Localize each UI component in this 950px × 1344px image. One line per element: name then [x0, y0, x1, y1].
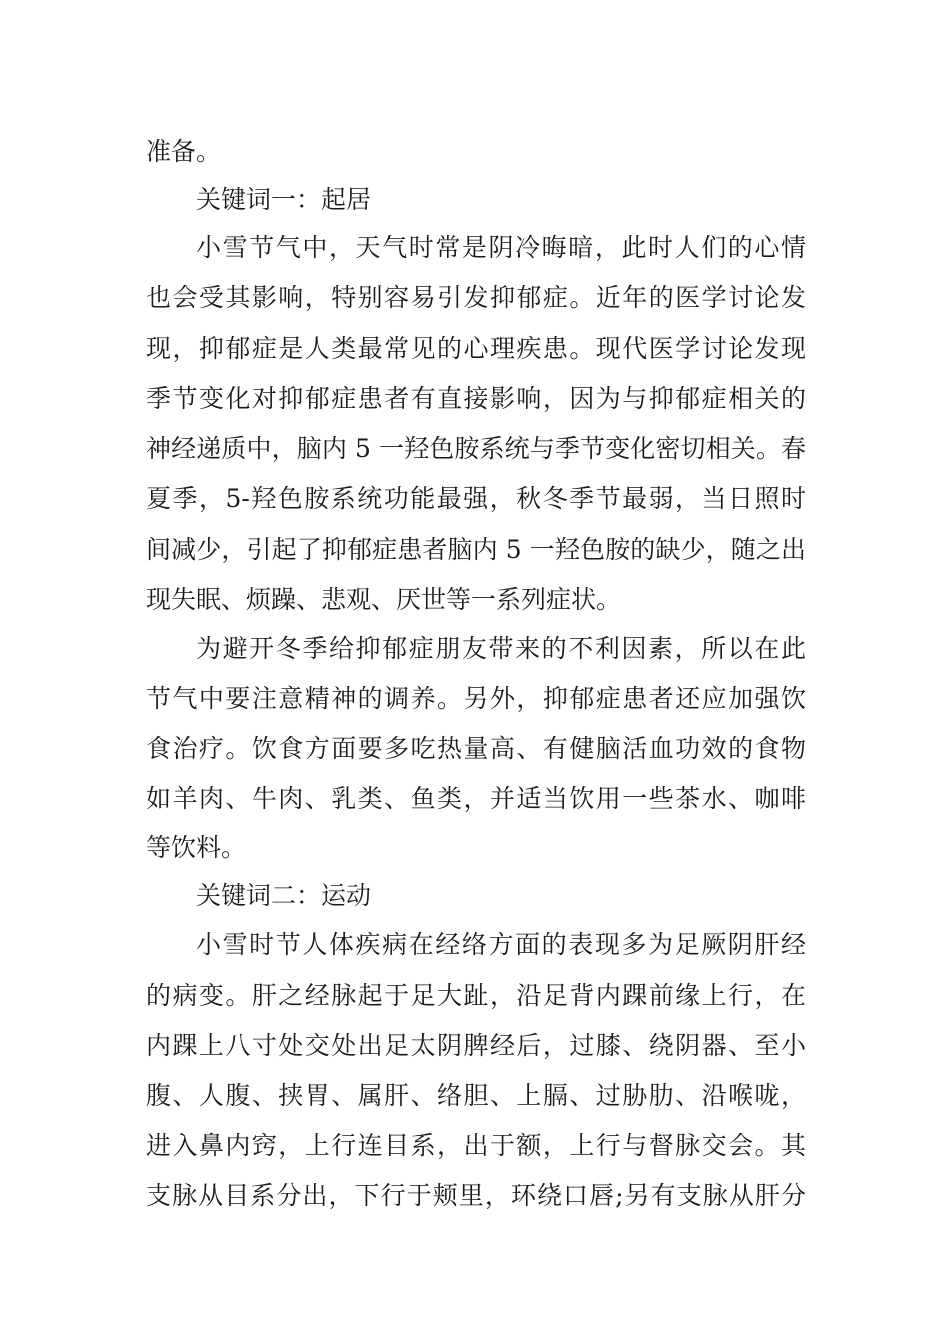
- text-line: 的病变。肝之经脉起于足大趾，沿足背内踝前缘上行，在: [146, 981, 806, 1010]
- text-line: 进入鼻内窍，上行连目系，出于额，上行与督脉交会。其: [146, 1131, 806, 1160]
- text-line: 内踝上八寸处交处出足太阴脾经后，过膝、绕阴器、至小: [146, 1031, 806, 1060]
- section-heading-yundong: 关键词二：运动: [196, 881, 372, 910]
- section-heading-qiju: 关键词一：起居: [196, 185, 372, 214]
- text-line: 为避开冬季给抑郁症朋友带来的不利因素，所以在此: [196, 634, 806, 663]
- text-line: 等饮料。: [146, 833, 247, 862]
- text-line: 小雪时节人体疾病在经络方面的表现多为足厥阴肝经: [196, 930, 806, 959]
- text-line: 季节变化对抑郁症患者有直接影响，因为与抑郁症相关的: [146, 384, 806, 413]
- text-line: 准备。: [146, 137, 222, 166]
- text-line: 如羊肉、牛肉、乳类、鱼类，并适当饮用一些茶水、咖啡: [146, 784, 806, 813]
- text-line: 小雪节气中，天气时常是阴冷晦暗，此时人们的心情: [196, 233, 806, 262]
- text-line: 神经递质中，脑内 5 一羟色胺系统与季节变化密切相关。春: [146, 434, 806, 463]
- text-line: 腹、人腹、挟胃、属肝、络胆、上膈、过胁肋、沿喉咙，: [146, 1081, 806, 1110]
- text-line: 夏季，5-羟色胺系统功能最强，秋冬季节最弱，当日照时: [146, 484, 806, 513]
- text-line: 也会受其影响，特别容易引发抑郁症。近年的医学讨论发: [146, 283, 806, 312]
- text-line: 支脉从目系分出，下行于颊里，环绕口唇;另有支脉从肝分: [146, 1181, 806, 1210]
- text-line: 节气中要注意精神的调养。另外，抑郁症患者还应加强饮: [146, 684, 806, 713]
- text-line: 食治疗。饮食方面要多吃热量高、有健脑活血功效的食物: [146, 734, 806, 763]
- text-line: 间减少，引起了抑郁症患者脑内 5 一羟色胺的缺少，随之出: [146, 535, 806, 564]
- text-line: 现失眠、烦躁、悲观、厌世等一系列症状。: [146, 585, 622, 614]
- text-line: 现，抑郁症是人类最常见的心理疾患。现代医学讨论发现: [146, 334, 806, 363]
